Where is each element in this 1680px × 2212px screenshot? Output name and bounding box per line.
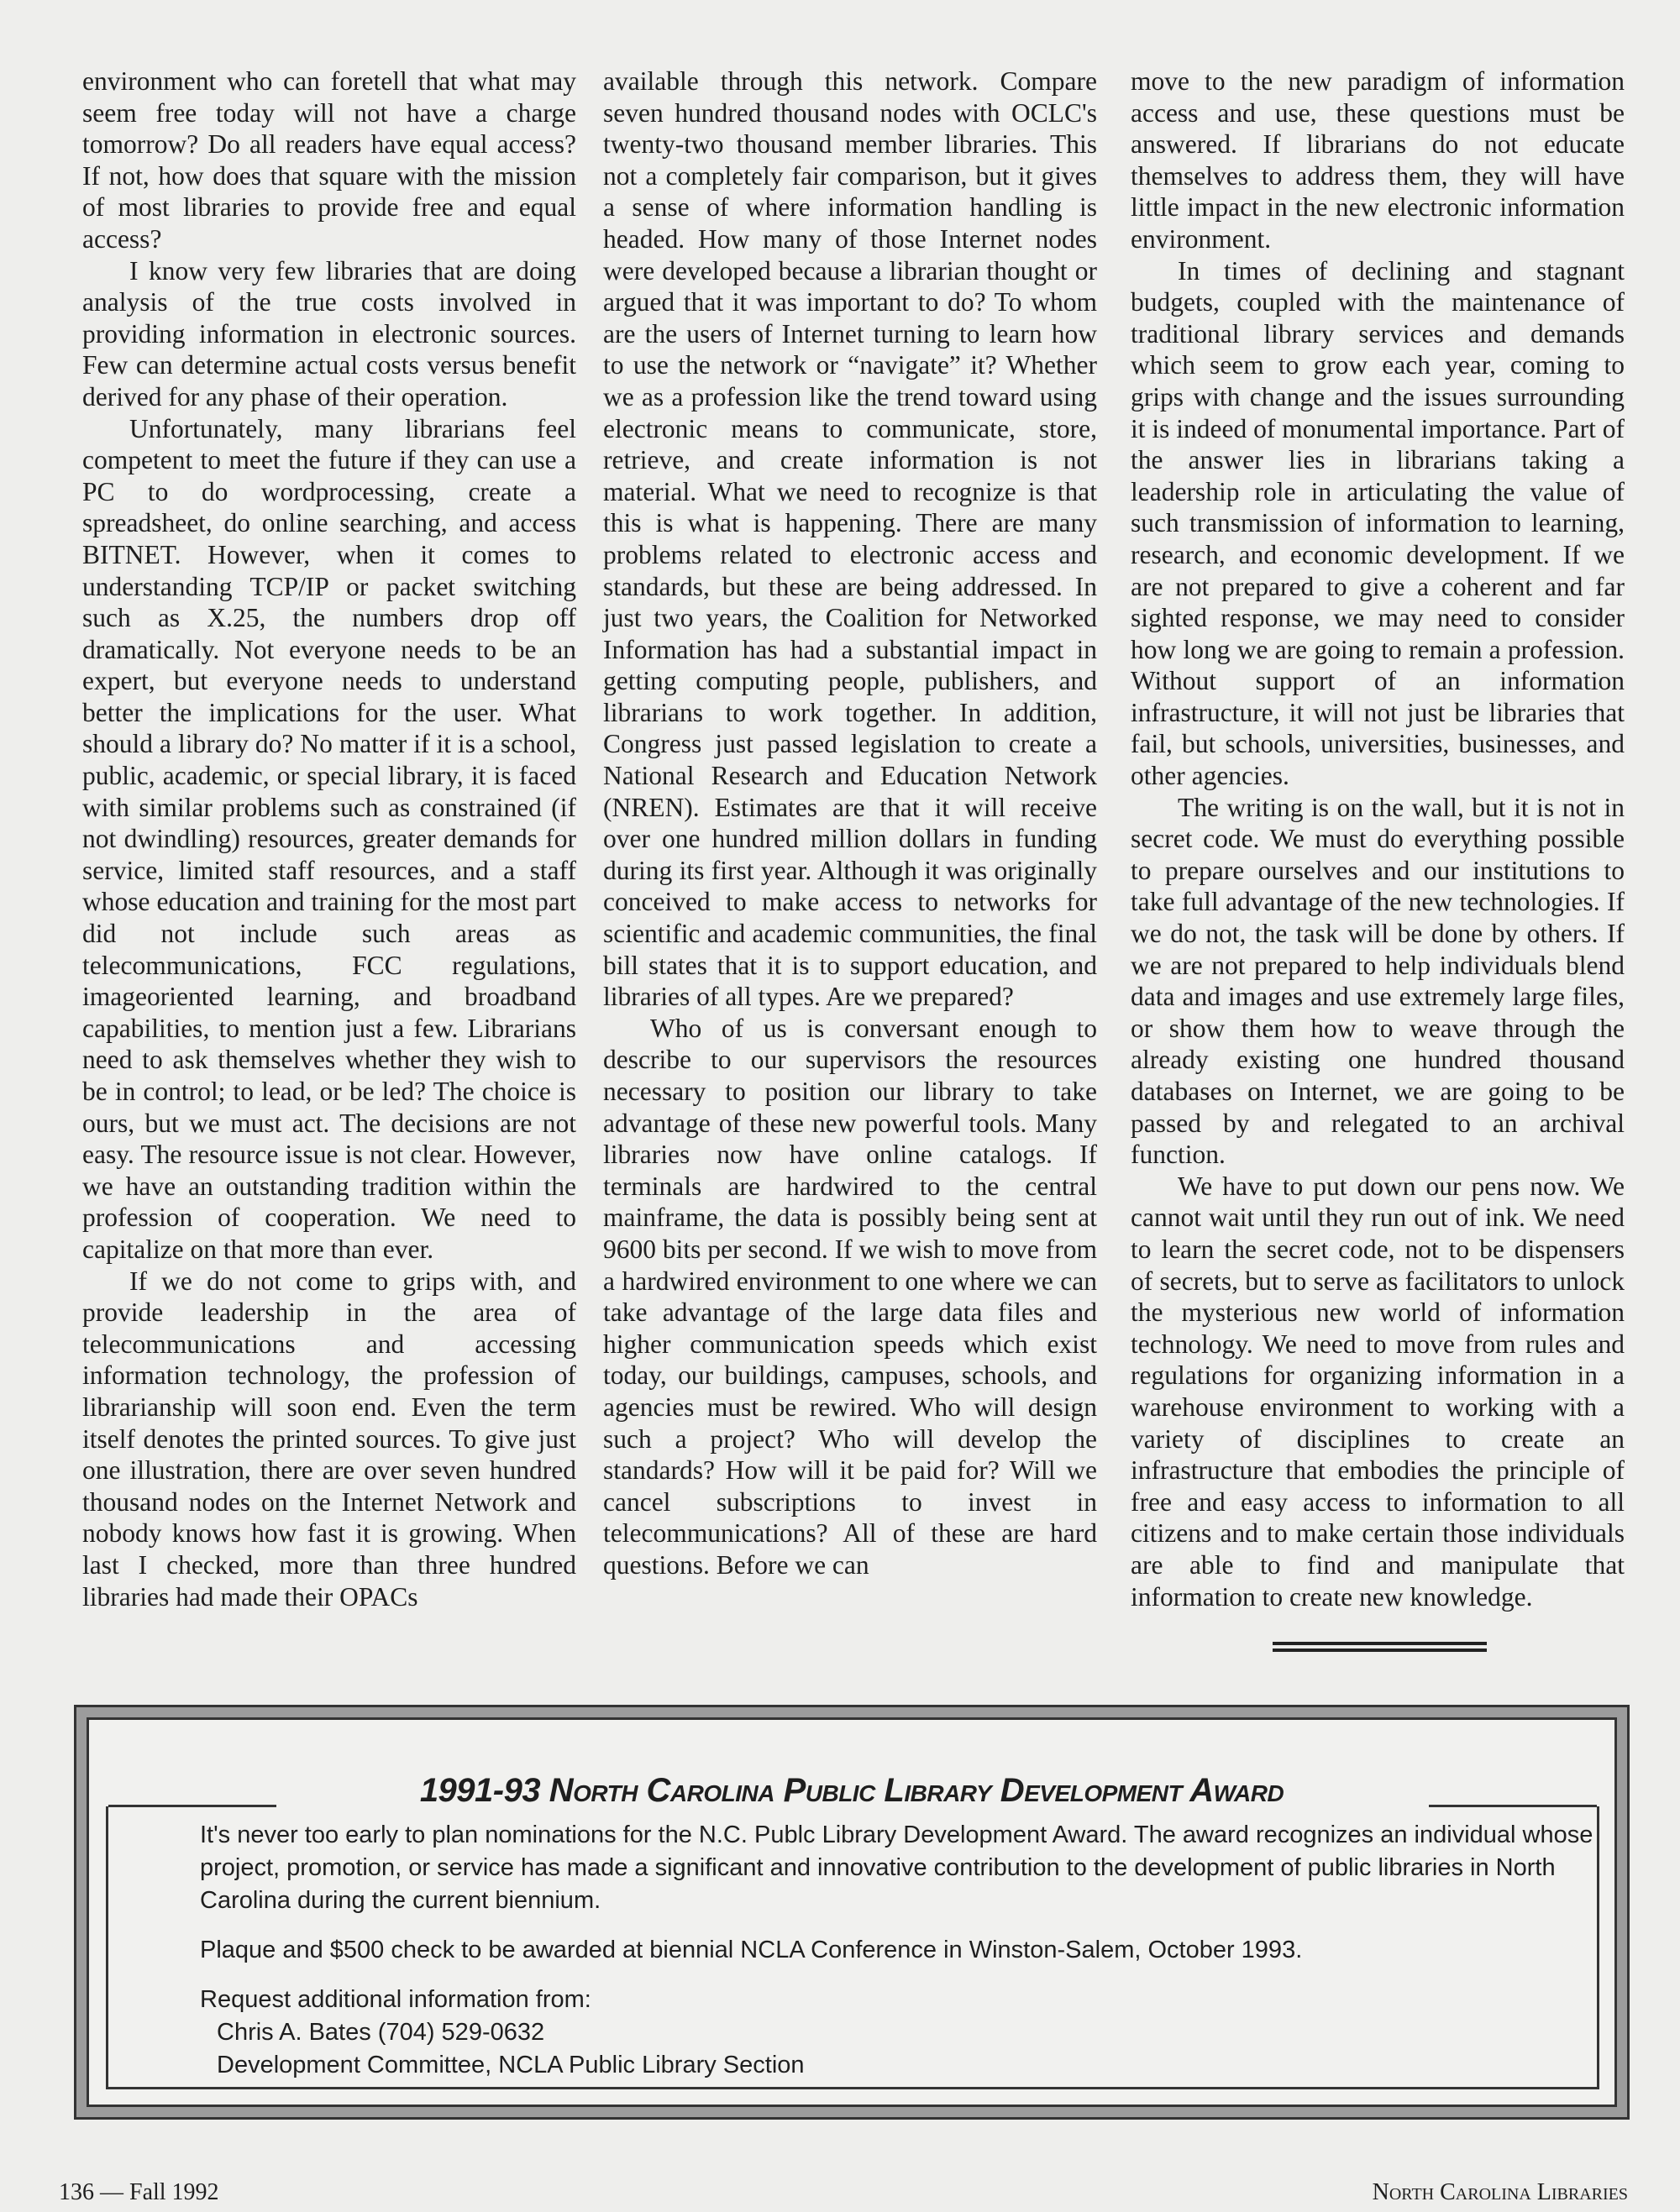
award-description: It's never too early to plan nominations for the N.C. Publc Library Development Award. The award recognizes an individual whose project, promotion, or service has made a significant and innovative contribution to the development of public libraries in North Carolina during the current biennium. (200, 1821, 1593, 1914)
article-column-3 (1131, 66, 1625, 1612)
article-column-2 (603, 66, 1097, 1581)
contact-name: Chris A. Bates (704) 529-0632 (217, 2019, 545, 2046)
paragraph: In times of declining and stagnant budgets, coupled with the maintenance of traditional library services and demands which seem to grow each year, coming to grips with change and the issues surrounding it is indeed of monumental importance. Part of the answer lies in librarians taking a leadership role in articulating the value of such transmission of information to learning, research, and economic development. If we are not prepared to give a coherent and far sighted response, we may need to consider how long we are going to remain a profession. Without support of an information infrastructure, it will not just be libraries that fail, but schools, universities, businesses, and other agencies. (1131, 255, 1625, 791)
award-body (200, 1819, 1594, 2082)
request-info: Request additional information from: (200, 1986, 591, 2013)
award-announcement-box (74, 1705, 1630, 2120)
paragraph: We have to put down our pens now. We cannot wait until they run out of ink. We need to learn the secret code, not to be dispensers of secrets, but to serve as facilitators to unlock the mysterious new world of information technology. We need to move from rules and regulations for organizing information in a warehouse environment to working with a variety of disciplines to create an infrastructure that embodies the principle of free and easy access to information to all citizens and to make certain those individuals are able to find and manipulate that information to create new knowledge. (1131, 1171, 1625, 1612)
contact-organization: Development Committee, NCLA Public Library Section (217, 2052, 805, 2078)
article-end-rule (1273, 1642, 1487, 1652)
award-title (89, 1772, 1614, 1810)
award-prize: Plaque and $500 check to be awarded at biennial NCLA Conference in Winston-Salem, October 1993. (200, 1937, 1303, 1963)
paragraph: Unfortunately, many librarians feel competent to meet the future if they can use a PC to do wordprocessing, create a spreadsheet, do online searching, and access BITNET. However, when it comes to understanding TCP/IP or packet switching such as X.25, the numbers drop off dramatically. Not everyone needs to be an expert, but everyone needs to understand better the implications for the user. What should a library do? No matter if it is a school, public, academic, or special library, it is faced with similar problems such as constrained (if not dwindling) resources, greater demands for service, limited staff resources, and a staff whose education and training for the most part did not include such areas as telecommunications, FCC regulations, imageoriented learning, and broadband capabilities, to mention just a few. Librarians need to ask themselves whether they wish to be in control; to lead, or be led? The choice is ours, but we must act. The decisions are not easy. The resource issue is not clear. However, we have an outstanding tradition within the profession of cooperation. We need to capitalize on that more than ever. (82, 413, 576, 1264)
paragraph: environment who can foretell that what may seem free today will not have a charge tomorrow? Do all readers have equal access? If not, how does that square with the mission of most libraries to provide free and equal access? (82, 66, 576, 254)
paragraph: Who of us is conversant enough to describe to our supervisors the resources necessary to position our library to take advantage of these new powerful tools. Many libraries now have online catalogs. If terminals are hardwired to the central mainframe, the data is possibly being sent at 9600 bits per second. If we wish to move from a hardwired environment to one where we can take advantage of the large data files and higher communication speeds which exist today, our buildings, campuses, schools, and agencies must be rewired. Who will design such a project? Who will develop the standards? How will it be paid for? Will we cancel subscriptions to invest in telecommunications? All of these are hard questions. Before we can (603, 1013, 1097, 1580)
award-inner-panel (87, 1717, 1617, 2107)
journal-name: North Carolina Libraries (1372, 2179, 1628, 2205)
paragraph: If we do not come to grips with, and provide leadership in the area of telecommunications and accessing information technology, the profession of librarianship will soon end. Even the term itself denotes the printed sources. To give just one illustration, there are over seven hundred thousand nodes on the Internet Network and nobody knows how fast it is growing. When last I checked, more than three hundred libraries had made their OPACs (82, 1266, 576, 1612)
paragraph: available through this network. Compare seven hundred thousand nodes with OCLC's twenty-two thousand member libraries. This not a completely fair comparison, but it gives a sense of where information handling is headed. How many of those Internet nodes were developed because a librarian thought or argued that it was important to do? To whom are the users of Internet turning to learn how to use the network or “navigate” it? Whether we as a profession like the trend toward using electronic means to communicate, store, retrieve, and create information is not material. What we need to recognize is that this is what is happening. There are many problems related to electronic access and standards, but these are being addressed. In just two years, the Coalition for Networked Information has had a substantial impact in getting computing people, publishers, and librarians to work together. In addition, Congress just passed legislation to create a National Research and Education Network (NREN). Estimates are that it will receive over one hundred million dollars in funding during its first year. Although it was originally conceived to make access to networks for scientific and academic communities, the final bill states that it is to support education, and libraries of all types. Are we prepared? (603, 66, 1097, 1012)
page-number-date: 136 — Fall 1992 (59, 2179, 219, 2205)
award-title-text: 1991-93 North Carolina Public Library Development Award (408, 1772, 1295, 1809)
paragraph: I know very few libraries that are doing analysis of the true costs involved in providing information in electronic sources. Few can determine actual costs versus benefit derived for any phase of their operation. (82, 255, 576, 411)
article-column-1 (82, 66, 576, 1612)
paragraph: The writing is on the wall, but it is not in secret code. We must do everything possible to prepare ourselves and our institutions to take full advantage of the new technologies. If we do not, the task will be done by others. If we are not prepared to help individuals blend data and images and use extremely large files, or show them how to weave through the already existing one hundred thousand databases on Internet, we are going to be passed by and relegated to an archival function. (1131, 792, 1625, 1170)
paragraph: move to the new paradigm of information access and use, these questions must be answered. If librarians do not educate themselves to address them, they will have little impact in the new electronic information environment. (1131, 66, 1625, 254)
